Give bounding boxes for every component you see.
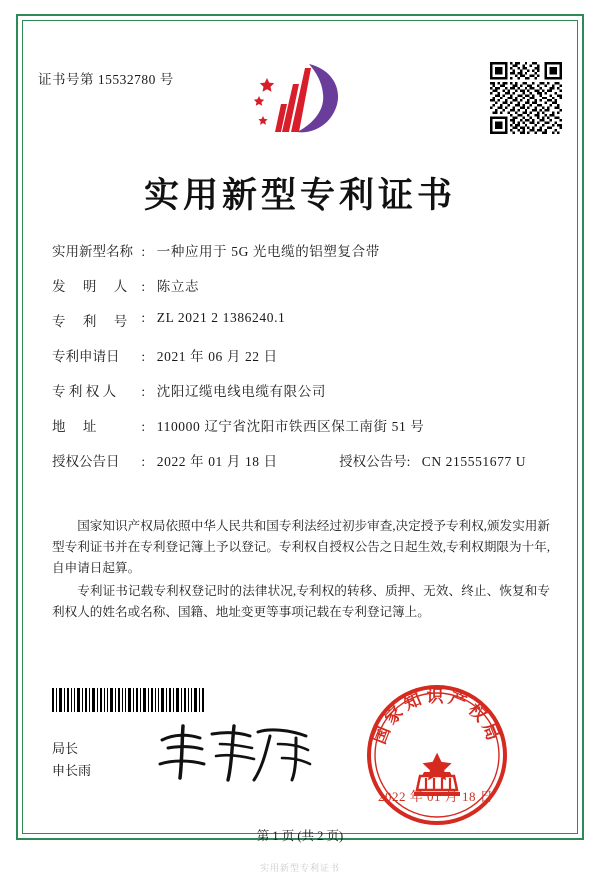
field-row-grant-announcement (52, 450, 548, 485)
field-label-announcement-number: 授权公告号: (339, 454, 411, 469)
legal-paragraph-1: 国家知识产权局依照中华人民共和国专利法经过初步审查,决定授予专利权,颁发实用新型专利证书并在专利登记簿上予以登记。专利权自授权公告之日起生效,专利权期限为十年,自申请日起算。 (52, 519, 550, 575)
signature-name: 申长雨 (52, 763, 92, 778)
field-value: 2021 年 06 月 22 日 (156, 349, 278, 364)
field-label: 专 利 号 (52, 314, 135, 329)
field-value: ZL 2021 2 1386240.1 (156, 310, 286, 325)
field-colon: : (141, 279, 146, 294)
field-row-patent-number (52, 310, 548, 345)
bottom-watermark: 实用新型专利证书 (259, 863, 340, 873)
legal-text (52, 516, 550, 625)
field-colon: : (141, 384, 146, 399)
field-row-utility-model-name (52, 240, 548, 275)
field-label: 专利申请日 (52, 349, 120, 364)
field-label: 实用新型名称 (52, 244, 133, 259)
handwritten-signature-icon (150, 718, 330, 788)
svg-text:国家知识产权局: 国家知识产权局 (369, 687, 505, 747)
legal-paragraph-2: 专利证书记载专利权登记时的法律状况,专利权的转移、质押、无效、终止、恢复和专利权人的姓名或名称、国籍、地址变更等事项记载在专利登记簿上。 (52, 584, 550, 619)
field-row-patentee (52, 380, 548, 415)
field-colon: : (141, 349, 146, 364)
field-list (52, 240, 548, 485)
page-number: 第 1 页 (共 2 页) (256, 829, 344, 843)
field-value: 110000 辽宁省沈阳市铁西区保工南街 51 号 (156, 419, 425, 434)
field-label: 授权公告日 (52, 454, 120, 469)
field-label: 专 利 权 人 (52, 384, 117, 399)
page-title: 实用新型专利证书 (143, 175, 456, 216)
qr-code (490, 62, 562, 134)
field-colon: : (141, 419, 146, 434)
field-label: 地 址 (52, 419, 104, 434)
field-value: 陈立志 (156, 279, 200, 294)
signature-role: 局长 (52, 741, 79, 756)
signature-block (52, 738, 91, 782)
field-colon: : (141, 454, 146, 469)
field-value-announcement-number: CN 215551677 U (421, 454, 527, 469)
field-value: 一种应用于 5G 光电缆的铝塑复合带 (156, 244, 380, 259)
field-value: 2022 年 01 月 18 日 (156, 454, 278, 469)
certificate-number: 证书号第 15532780 号 (38, 72, 174, 87)
field-row-inventor (52, 275, 548, 310)
field-colon: : (141, 244, 146, 259)
field-colon: : (141, 310, 146, 325)
official-seal (362, 680, 512, 830)
field-label: 发 明 人 (52, 279, 135, 294)
field-row-address (52, 415, 548, 450)
cnipa-logo-icon (253, 60, 349, 138)
barcode (52, 688, 204, 712)
field-row-application-date (52, 345, 548, 380)
seal-date: 2022 年 01 月 18 日 (378, 789, 494, 804)
field-value: 沈阳辽缆电线电缆有限公司 (156, 384, 326, 399)
